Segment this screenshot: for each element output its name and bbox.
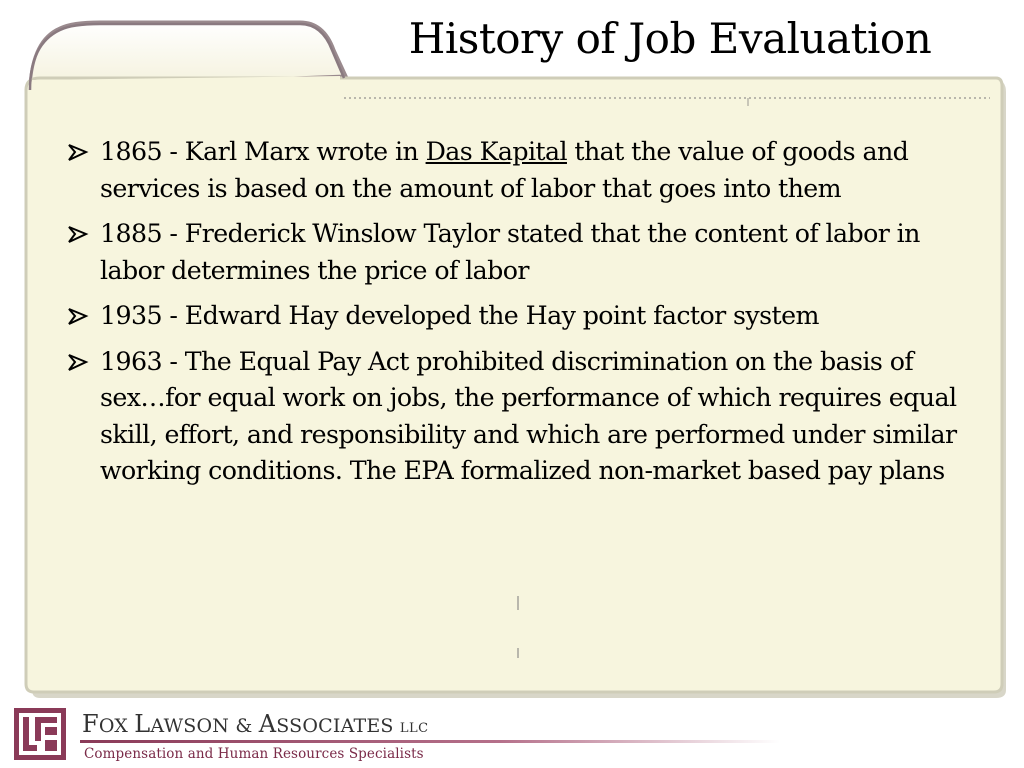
bullet-text: that the value of goods and services is based on the amount of labor that goes into them — [100, 137, 909, 203]
bullet-item — [66, 344, 981, 490]
arrow-bullet-icon — [66, 344, 92, 380]
bullet-text: 1865 - Karl Marx wrote in — [100, 137, 426, 166]
bullet-text: 1935 - Edward Hay developed the Hay point factor system — [100, 301, 819, 330]
bullet-text: 1885 - Frederick Winslow Taylor stated that the content of labor in labor determines the price of labor — [100, 219, 920, 285]
bullet-item — [66, 298, 981, 335]
footer — [0, 700, 1024, 768]
arrow-bullet-icon — [66, 216, 92, 252]
bullet-text: 1963 - The Equal Pay Act prohibited discrimination on the basis of sex…for equal work on jobs, the performance of which requires equal skill, effort, and responsibility and which are performed under similar working conditions. The EPA formalized non-market based pay plans — [100, 346, 957, 485]
company-tagline: Compensation and Human Resources Specialists — [84, 746, 424, 762]
arrow-bullet-icon — [66, 298, 92, 334]
footer-divider — [80, 740, 780, 743]
arrow-bullet-icon — [66, 134, 92, 170]
company-name: FOX LAWSON & ASSOCIATES LLC — [82, 710, 429, 738]
slide-title: History of Job Evaluation — [408, 14, 932, 63]
bullet-item — [66, 134, 981, 207]
bullet-list — [66, 134, 981, 499]
bullet-item — [66, 216, 981, 289]
fla-logo-icon — [14, 708, 66, 760]
book-title-link: Das Kapital — [425, 137, 567, 166]
